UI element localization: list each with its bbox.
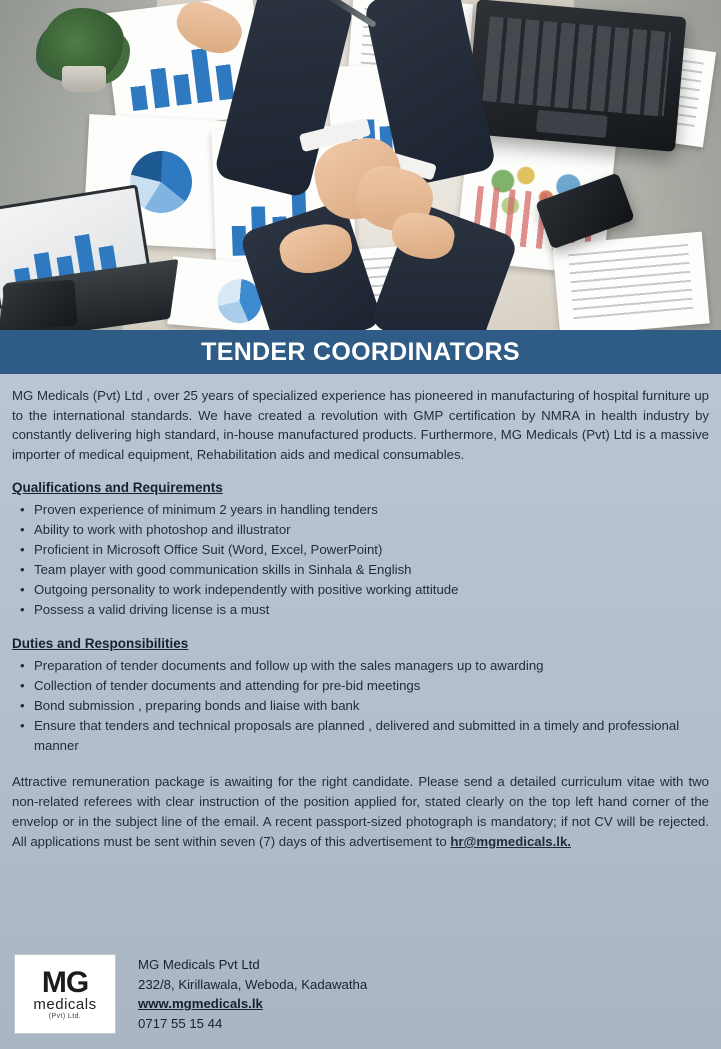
- list-item: • Collection of tender documents and attending for pre-bid meetings: [12, 676, 709, 696]
- list-item: • Ability to work with photoshop and illustrator: [12, 520, 709, 540]
- trackpad: [536, 110, 608, 138]
- logo-mark: MG: [41, 965, 89, 999]
- logo-wordmark: medicals: [33, 995, 97, 1013]
- list-item: • Team player with good communication skills in Sinhala & English: [12, 560, 709, 580]
- job-title-bar: [0, 330, 721, 374]
- list-item: • Possess a valid driving license is a must: [12, 600, 709, 620]
- company-phone: 0717 55 15 44: [138, 1015, 223, 1031]
- keyboard-keys: [482, 16, 671, 117]
- text-lines-graphic: [568, 244, 694, 324]
- plant-pot: [62, 66, 106, 92]
- qualifications-heading: Qualifications and Requirements: [12, 480, 223, 495]
- application-instructions-text: Attractive remuneration package is awaiting for the right candidate. Please send a detailed curriculum vitae with two non-related referees with clear instruction of the position applied for, stated clearly on the top left hand corner of the envelop or in the subject line of the email. A recent passport-sized photograph is mandatory; if not CV will be rejected. All applications must be sent within seven (7) days of this advertisement to: [12, 774, 709, 849]
- logo-subtext: (Pvt) Ltd.: [48, 1012, 82, 1020]
- list-item: • Preparation of tender documents and follow up with the sales managers up to awarding: [12, 656, 709, 676]
- company-address: 232/8, Kirillawala, Weboda, Kadawatha: [138, 976, 368, 992]
- qualifications-list: [12, 500, 709, 620]
- list-item: • Ensure that tenders and technical proposals are planned , delivered and submitted in a timely and professional manner: [12, 716, 709, 756]
- email-link[interactable]: hr@mgmedicals.lk.: [450, 834, 571, 849]
- company-contact-details: [138, 955, 367, 1033]
- duties-list: [12, 656, 709, 756]
- page-title: TENDER COORDINATORS: [201, 337, 520, 366]
- document-paper: [552, 232, 709, 330]
- company-website-link[interactable]: www.mgmedicals.lk: [138, 996, 263, 1011]
- list-item: • Bond submission , preparing bonds and liaise with bank: [12, 696, 709, 716]
- list-item: • Proven experience of minimum 2 years in handling tenders: [12, 500, 709, 520]
- hero-photo: [0, 0, 721, 330]
- list-item: • Outgoing personality to work independently with positive working attitude: [12, 580, 709, 600]
- advertisement-body: [0, 374, 721, 852]
- company-intro-paragraph: MG Medicals (Pvt) Ltd , over 25 years of specialized experience has pioneered in manufacturing of hospital furniture up to the international standards. We have created a revolution with GMP certification by NMRA in health industry by constantly delivering high standard, in-house manufactured products. Furthermore, MG Medicals (Pvt) Ltd is a massive importer of medical equipment, Rehabilitation aids and medical consumables.: [12, 388, 709, 462]
- list-item: • Proficient in Microsoft Office Suit (Word, Excel, PowerPoint): [12, 540, 709, 560]
- laptop-keyboard: [466, 0, 687, 152]
- duties-heading: Duties and Responsibilities: [12, 636, 189, 651]
- company-logo: [14, 954, 116, 1034]
- tablet-device: [2, 280, 77, 330]
- application-instructions: [12, 772, 709, 852]
- footer: [0, 939, 721, 1049]
- company-name: MG Medicals Pvt Ltd: [138, 957, 260, 972]
